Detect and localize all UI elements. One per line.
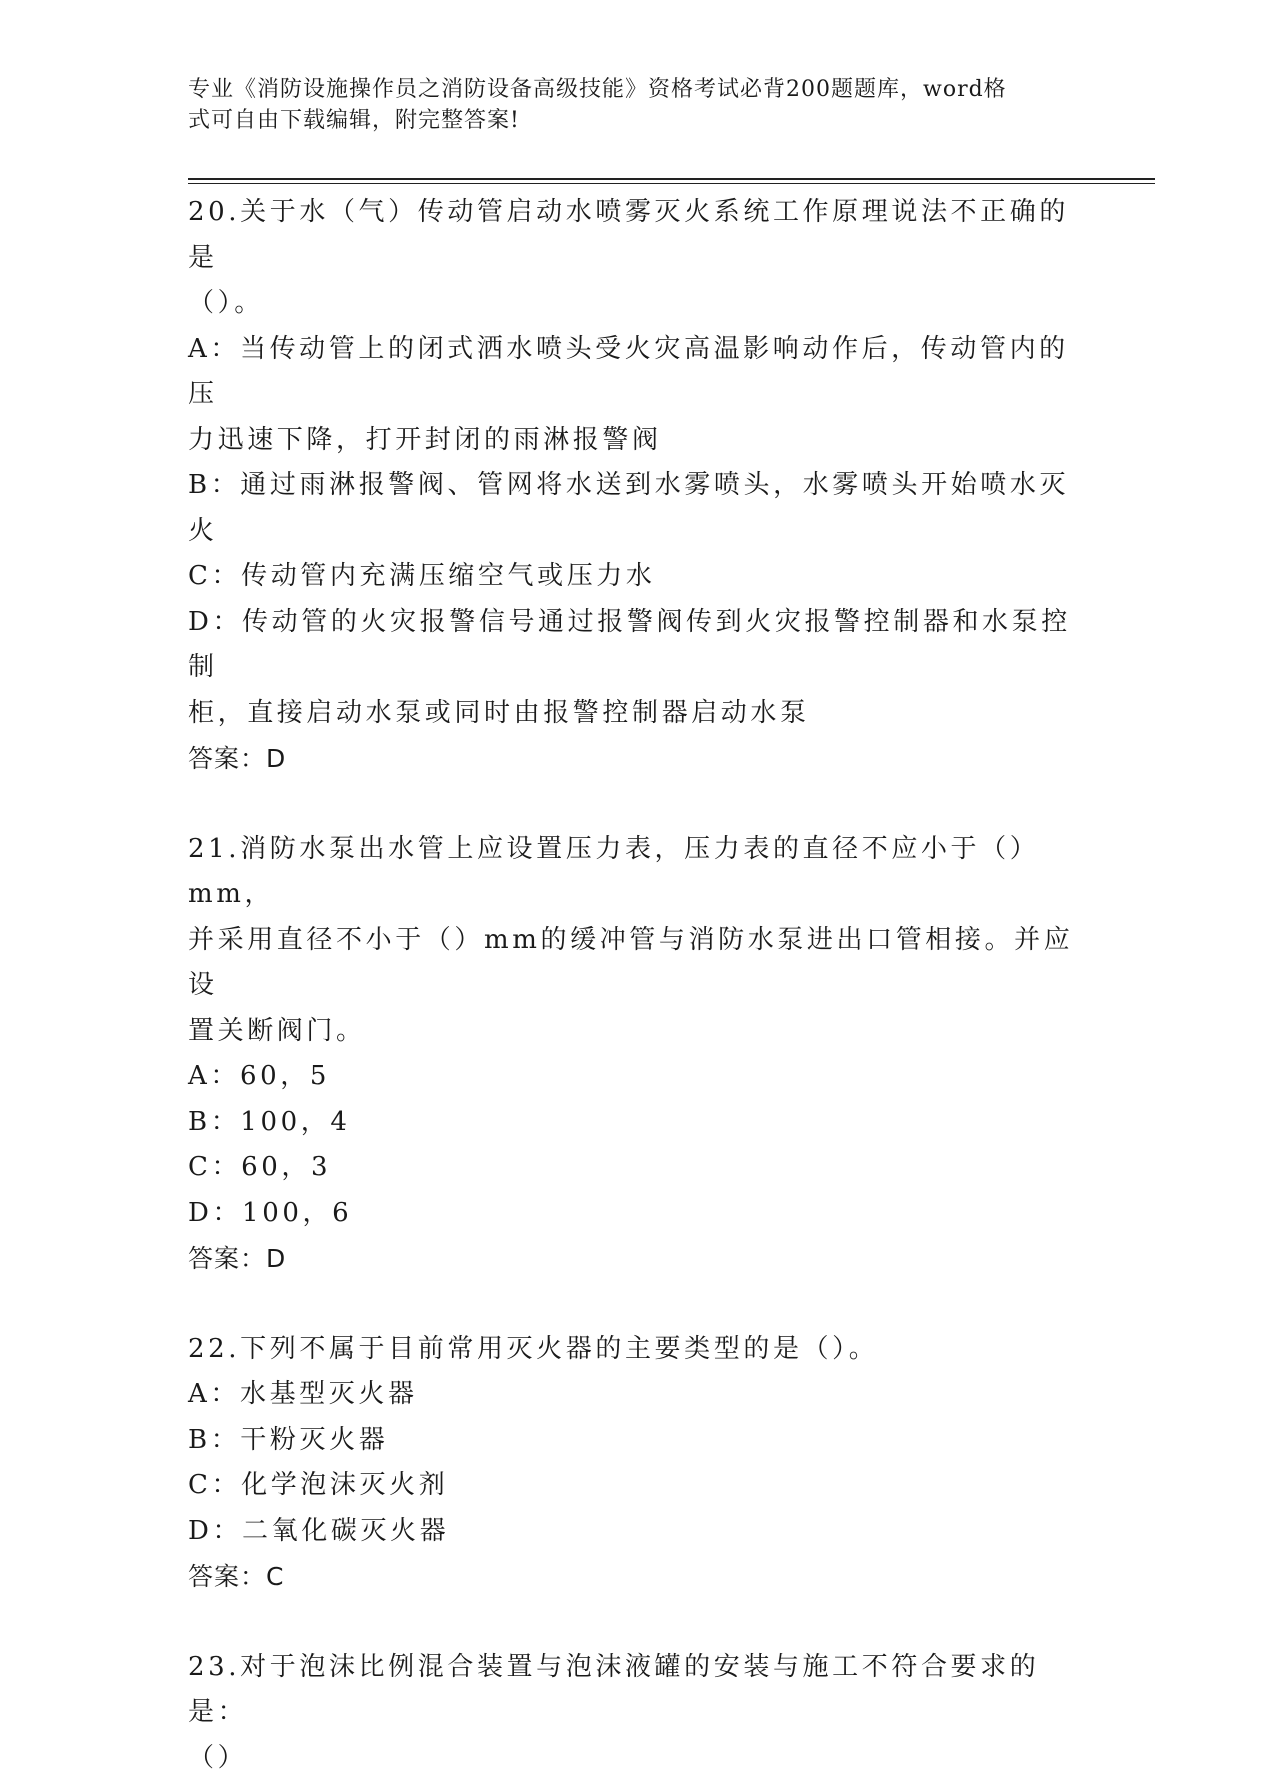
- option-b: B：100，4: [188, 1100, 1088, 1146]
- header-divider: [188, 178, 1155, 180]
- question-stem: 20.关于水（气）传动管启动水喷雾灭火系统工作原理说法不正确的是: [188, 190, 1088, 281]
- option-c: C：传动管内充满压缩空气或压力水: [188, 554, 1088, 600]
- option-a: A：60，5: [188, 1054, 1088, 1100]
- question-stem: 23.对于泡沫比例混合装置与泡沫液罐的安装与施工不符合要求的是：: [188, 1645, 1088, 1736]
- option-d-cont: 柜，直接启动水泵或同时由报警控制器启动水泵: [188, 691, 1088, 737]
- question-stem: 21.消防水泵出水管上应设置压力表，压力表的直径不应小于（）mm，: [188, 827, 1088, 918]
- question-list: [188, 190, 1088, 1781]
- question-21: [188, 827, 1088, 1282]
- document-header: [188, 74, 1068, 136]
- option-b: B：干粉灭火器: [188, 1418, 1088, 1464]
- question-22: [188, 1327, 1088, 1600]
- question-stem: 并采用直径不小于（）mm的缓冲管与消防水泵进出口管相接。并应设: [188, 918, 1088, 1009]
- question-stem: 置关断阀门。: [188, 1009, 1088, 1055]
- option-c: C：化学泡沫灭火剂: [188, 1463, 1088, 1509]
- option-d: D：传动管的火灾报警信号通过报警阀传到火灾报警控制器和水泵控制: [188, 600, 1088, 691]
- answer: 答案：C: [188, 1554, 1088, 1600]
- option-a-cont: 力迅速下降，打开封闭的雨淋报警阀: [188, 418, 1088, 464]
- option-a: A：当传动管上的闭式洒水喷头受火灾高温影响动作后，传动管内的压: [188, 327, 1088, 418]
- question-20: [188, 190, 1088, 782]
- option-c: C：60，3: [188, 1145, 1088, 1191]
- option-a: A：水基型灭火器: [188, 1372, 1088, 1418]
- option-d: D：100，6: [188, 1191, 1088, 1237]
- header-line-2: 式可自由下载编辑，附完整答案!: [188, 105, 1068, 136]
- option-d: D：二氧化碳灭火器: [188, 1509, 1088, 1555]
- header-line-1: 专业《消防设施操作员之消防设备高级技能》资格考试必背200题题库，word格: [188, 74, 1068, 105]
- question-stem: 22.下列不属于目前常用灭火器的主要类型的是（）。: [188, 1327, 1088, 1373]
- header-divider-thin: [188, 183, 1155, 184]
- question-stem: （）: [188, 1736, 1088, 1781]
- answer: 答案：D: [188, 1236, 1088, 1282]
- answer: 答案：D: [188, 736, 1088, 782]
- option-b: B：通过雨淋报警阀、管网将水送到水雾喷头，水雾喷头开始喷水灭火: [188, 463, 1088, 554]
- question-23: [188, 1645, 1088, 1781]
- question-stem: （）。: [188, 281, 1088, 327]
